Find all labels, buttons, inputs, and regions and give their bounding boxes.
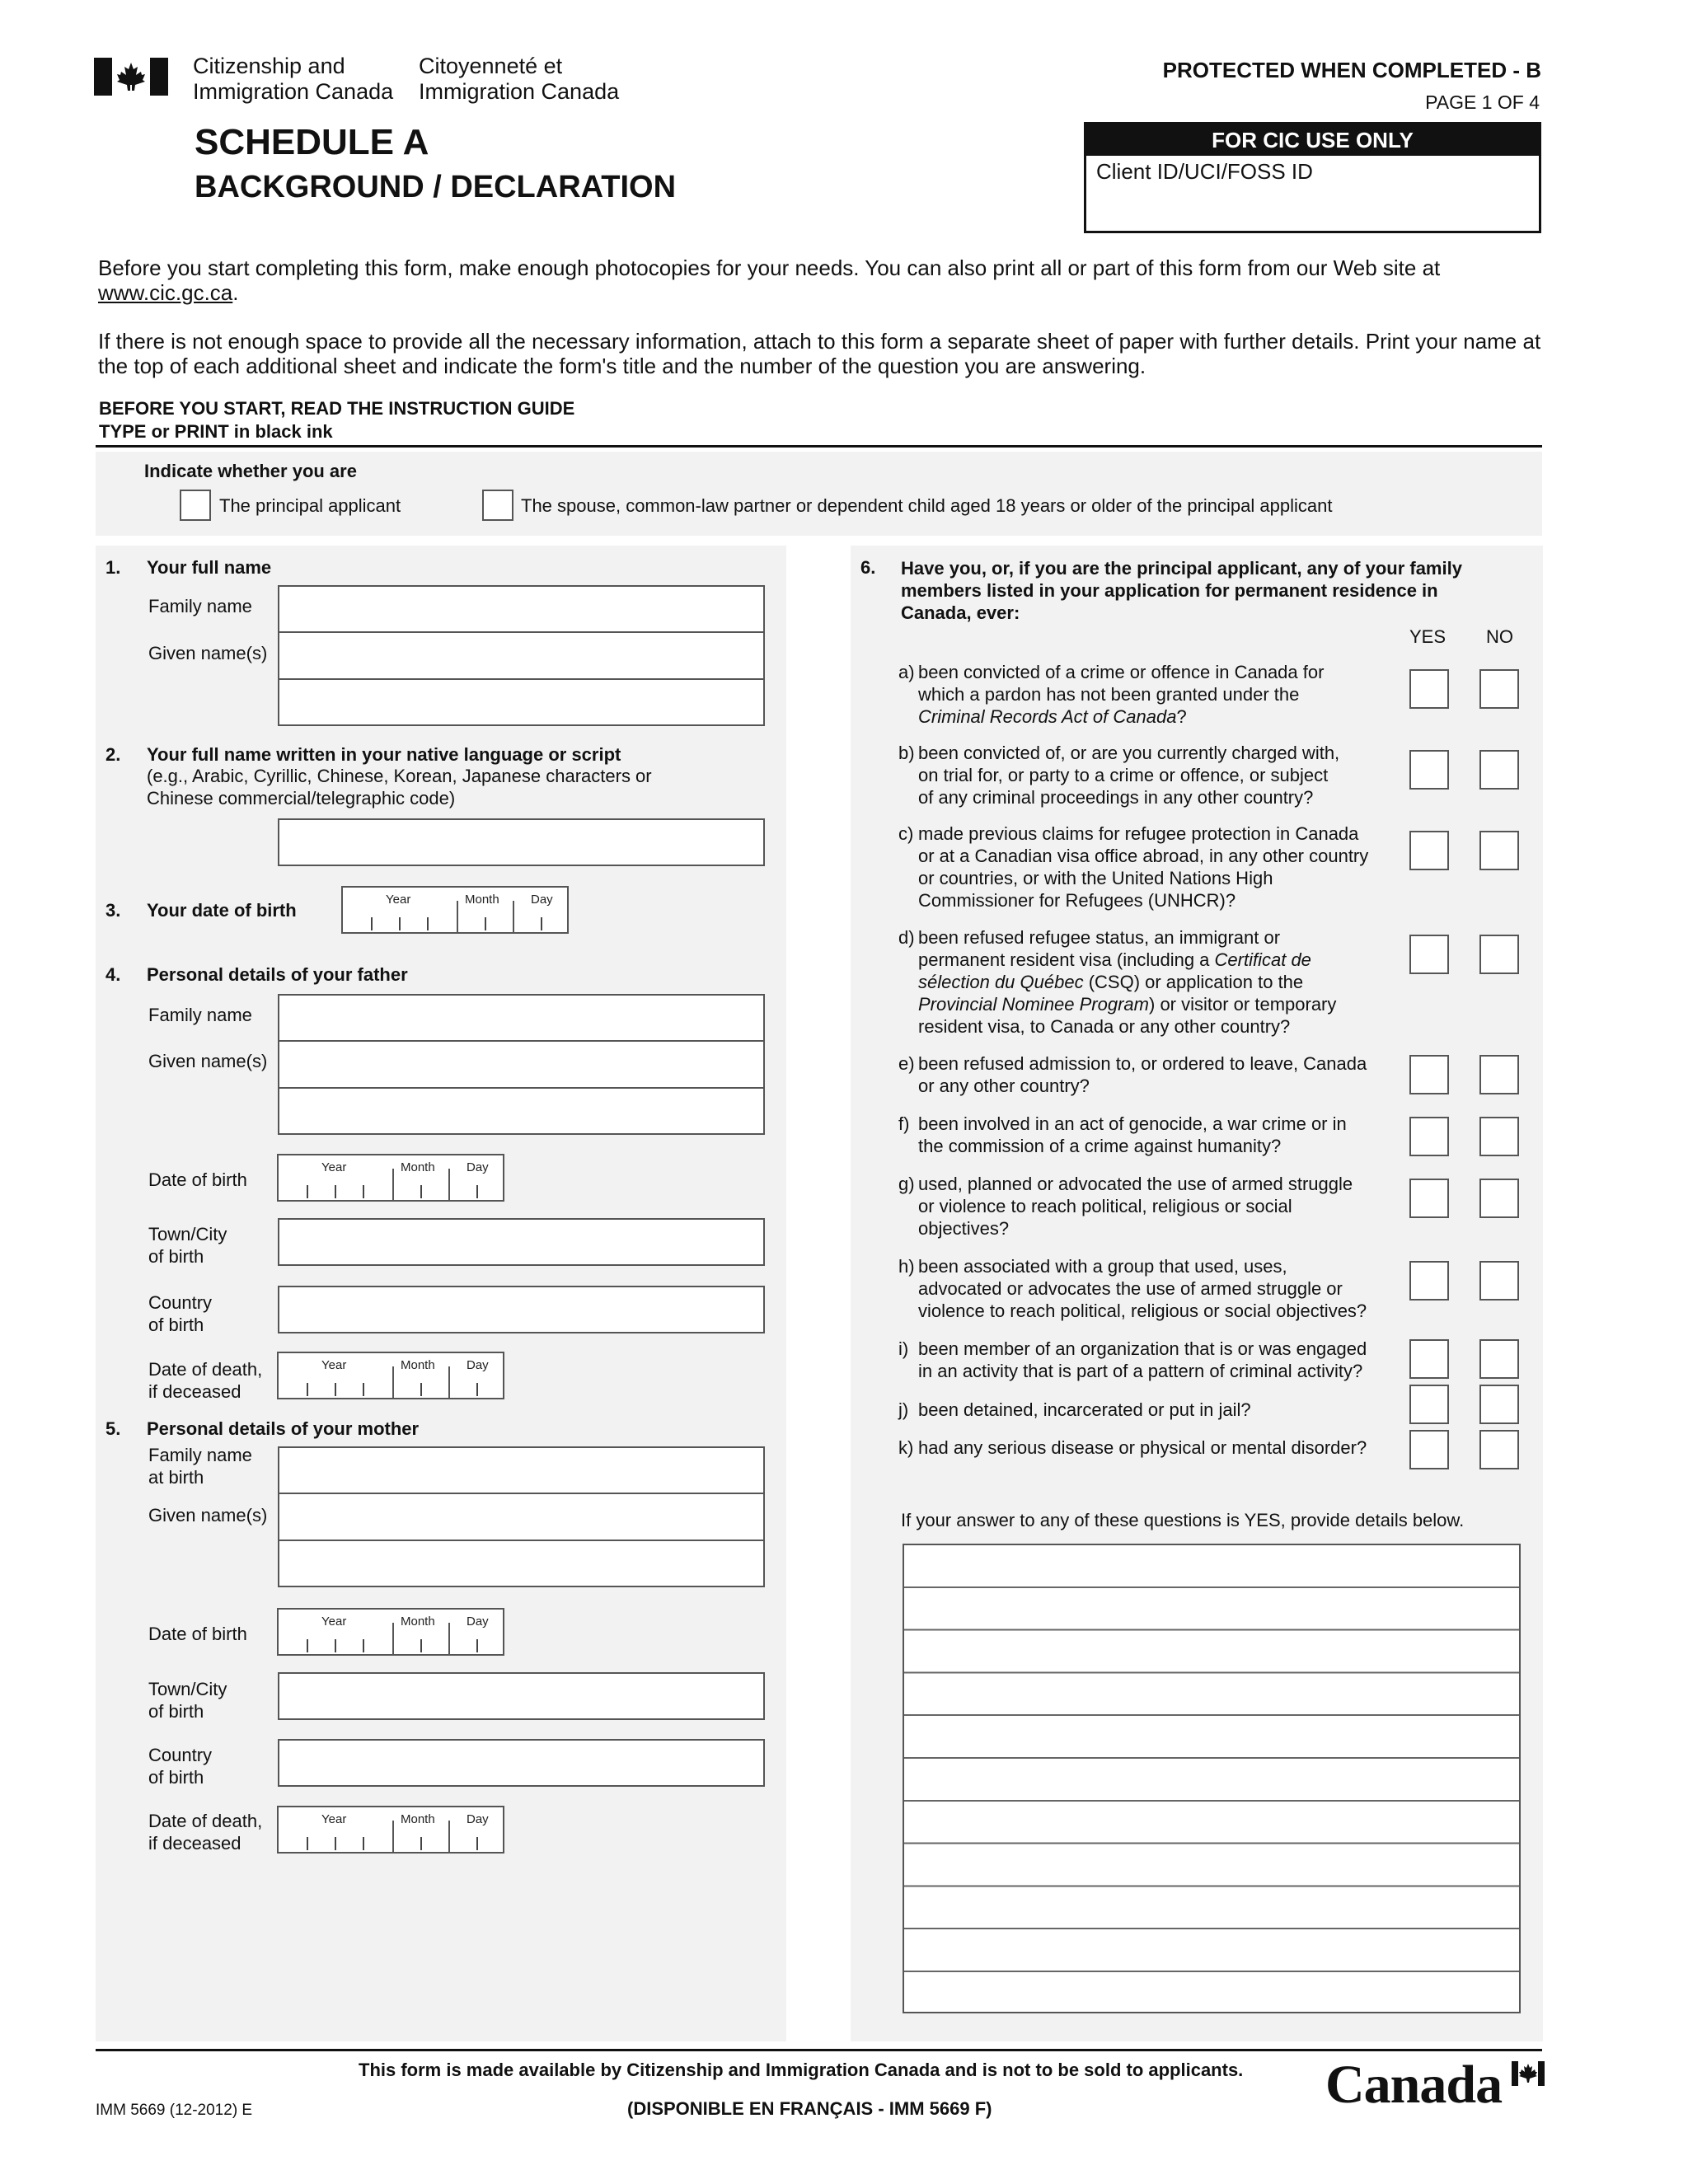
q6h-text [918, 1255, 1367, 1322]
q6h-letter: h) [898, 1256, 915, 1277]
q6e-letter: e) [898, 1053, 915, 1074]
q6f-no-checkbox[interactable] [1479, 1117, 1519, 1156]
spouse-dependent-label: The spouse, common-law partner or dependent child aged 18 years or older of the principal applicant [521, 495, 1333, 516]
q6g-no-checkbox[interactable] [1479, 1179, 1519, 1218]
year-label: Year [321, 1812, 347, 1826]
provincial-nominee-program: Provincial Nominee Program [918, 994, 1149, 1015]
q1-number: 1. [106, 557, 121, 578]
separator [448, 1623, 450, 1654]
q6b-line2: on trial for, or party to a crime or offence, or subject [918, 765, 1329, 785]
q3-number: 3. [106, 900, 121, 921]
separator [392, 1821, 394, 1852]
q6g-line2: or violence to reach political, religious or social [918, 1196, 1292, 1216]
q4-country-label [148, 1291, 212, 1336]
q1-family-name-label: Family name [148, 596, 252, 616]
canada-wordmark [1325, 2056, 1548, 2114]
q6c-yes-checkbox[interactable] [1409, 831, 1449, 870]
q6e-line1: been refused admission to, or ordered to leave, Canada [918, 1053, 1367, 1074]
tick [363, 1185, 364, 1198]
protected-label: PROTECTED WHEN COMPLETED - B [1162, 58, 1541, 82]
yes-column-header: YES [1409, 626, 1447, 647]
flag-icon [94, 58, 168, 96]
q5-dob-input[interactable] [277, 1608, 504, 1656]
q4-town-label-line2: of birth [148, 1246, 204, 1267]
principal-applicant-label: The principal applicant [219, 495, 401, 516]
q6i-yes-checkbox[interactable] [1409, 1339, 1449, 1379]
day-label: Day [467, 1160, 489, 1174]
q6c-text [918, 823, 1368, 912]
form-code: IMM 5669 (12-2012) E [96, 2102, 253, 2119]
q5-country-label [148, 1744, 212, 1788]
q6b-line1: been convicted of, or are you currently charged with, [918, 743, 1340, 763]
q4-number: 4. [106, 964, 121, 985]
year-label: Year [321, 1358, 347, 1372]
q6g-line1: used, planned or advocated the use of armed struggle [918, 1174, 1353, 1194]
q5-dob-label: Date of birth [148, 1624, 247, 1644]
q6g-letter: g) [898, 1174, 915, 1194]
q5-town-label [148, 1678, 227, 1722]
month-label: Month [401, 1358, 435, 1372]
no-column-header: NO [1486, 626, 1513, 647]
tick [335, 1639, 336, 1652]
cic-use-header: FOR CIC USE ONLY [1086, 124, 1539, 156]
separator [448, 1366, 450, 1398]
q2-number: 2. [106, 744, 121, 765]
intro-text: Before you start completing this form, make enough photocopies for your needs. You can also print all or part of this form from our Web site at [98, 255, 1441, 280]
tick [363, 1639, 364, 1652]
q6-title-line3: Canada, ever: [901, 602, 1020, 623]
q6h-yes-checkbox[interactable] [1409, 1261, 1449, 1301]
q6b-no-checkbox[interactable] [1479, 750, 1519, 790]
q6k-no-checkbox[interactable] [1479, 1430, 1519, 1469]
page-number: PAGE 1 OF 4 [1425, 91, 1540, 113]
q6a-yes-checkbox[interactable] [1409, 669, 1449, 709]
tick [335, 1185, 336, 1198]
tick [363, 1383, 364, 1396]
q5-town-label-line2: of birth [148, 1701, 204, 1722]
tick [420, 1383, 422, 1396]
spouse-dependent-checkbox[interactable] [482, 490, 513, 521]
q5-given-names-input-2[interactable] [278, 1540, 765, 1587]
dept-fr-line2: Immigration Canada [419, 79, 620, 104]
q6f-yes-checkbox[interactable] [1409, 1117, 1449, 1156]
q6c-letter: c) [898, 823, 914, 844]
q6j-letter: j) [898, 1399, 909, 1420]
tick [476, 1639, 478, 1652]
tick [420, 1639, 422, 1652]
q6g-text [918, 1173, 1353, 1240]
cic-website-link[interactable]: www.cic.gc.ca [98, 280, 233, 305]
intro-rule [96, 445, 1542, 448]
q6e-no-checkbox[interactable] [1479, 1055, 1519, 1094]
q6d-line4-text: ) or visitor or temporary [1149, 994, 1337, 1015]
q4-country-label-line2: of birth [148, 1315, 204, 1335]
q5-death-label-line1: Date of death, [148, 1811, 263, 1831]
dept-fr-line1: Citoyenneté et [419, 54, 563, 78]
q5-town-label-line1: Town/City [148, 1679, 227, 1699]
q6b-line3: of any criminal proceedings in any other country? [918, 787, 1314, 808]
q2-note-line2: Chinese commercial/telegraphic code) [147, 788, 456, 808]
q6f-letter: f) [898, 1113, 910, 1134]
q4-given-names-input-2[interactable] [278, 1087, 765, 1135]
q5-death-date-input[interactable] [277, 1806, 504, 1854]
q6b-yes-checkbox[interactable] [1409, 750, 1449, 790]
q6e-yes-checkbox[interactable] [1409, 1055, 1449, 1094]
q6d-no-checkbox[interactable] [1479, 935, 1519, 974]
q6a-text [918, 661, 1324, 728]
q4-family-name-label: Family name [148, 1005, 252, 1025]
certificat-de: Certificat de [1214, 949, 1311, 970]
tick [335, 1837, 336, 1850]
q6-title-line2: members listed in your application for permanent residence in [901, 580, 1438, 601]
tick [485, 917, 486, 930]
day-label: Day [467, 1812, 489, 1826]
tick [420, 1185, 422, 1198]
q6h-line2: advocated or advocates the use of armed struggle or [918, 1278, 1343, 1299]
tick [335, 1383, 336, 1396]
q4-dob-label: Date of birth [148, 1169, 247, 1190]
q6d-yes-checkbox[interactable] [1409, 935, 1449, 974]
canada-wordmark-text: Canada [1325, 2055, 1503, 2115]
q1-given-names-input[interactable] [278, 631, 765, 680]
q6h-no-checkbox[interactable] [1479, 1261, 1519, 1301]
q3-title: Your date of birth [147, 900, 297, 921]
form-subtitle: BACKGROUND / DECLARATION [195, 170, 677, 204]
tick [476, 1185, 478, 1198]
month-label: Month [401, 1160, 435, 1174]
tick [307, 1639, 308, 1652]
q6d-letter: d) [898, 927, 915, 948]
q6d-line2 [918, 949, 1336, 971]
separator [448, 1169, 450, 1200]
q4-town-input[interactable] [278, 1218, 765, 1266]
q6d-line5: resident visa, to Canada or any other country? [918, 1016, 1291, 1037]
tick [307, 1837, 308, 1850]
q6j-no-checkbox[interactable] [1479, 1385, 1519, 1424]
q6d-text [918, 926, 1336, 1038]
q6a-qmark: ? [1176, 706, 1187, 727]
department-name-en [193, 54, 393, 105]
q6f-text [918, 1113, 1347, 1157]
tick [427, 917, 429, 930]
q6d-line1: been refused refugee status, an immigrant or [918, 927, 1281, 948]
year-label: Year [321, 1160, 347, 1174]
q5-given-names-label: Given name(s) [148, 1505, 268, 1526]
q6i-text [918, 1338, 1367, 1382]
q6k-letter: k) [898, 1437, 914, 1458]
footer-availability: This form is made available by Citizenship and Immigration Canada and is not to be sold to applicants. [359, 2060, 1244, 2080]
year-label: Year [386, 893, 411, 907]
q4-given-names-input[interactable] [278, 1040, 765, 1089]
q1-title: Your full name [147, 557, 272, 578]
q5-country-label-line2: of birth [148, 1767, 204, 1788]
tick [399, 917, 401, 930]
q6-number: 6. [860, 557, 876, 578]
client-id-label: Client ID/UCI/FOSS ID [1096, 159, 1313, 184]
q6g-yes-checkbox[interactable] [1409, 1179, 1449, 1218]
q2-title: Your full name written in your native language or script [147, 744, 621, 765]
separator [448, 1821, 450, 1852]
q4-death-label [148, 1358, 262, 1403]
q6c-line4: Commissioner for Refugees (UNHCR)? [918, 890, 1236, 911]
q5-country-label-line1: Country [148, 1745, 213, 1765]
q6j-text: been detained, incarcerated or put in jail? [918, 1399, 1251, 1420]
intro-paragraph-1 [98, 255, 1549, 305]
q2-note-line1: (e.g., Arabic, Cyrillic, Chinese, Korean, Japanese characters or [147, 766, 652, 786]
q4-town-label-line1: Town/City [148, 1224, 227, 1244]
q6e-text [918, 1052, 1367, 1097]
q4-family-name-input[interactable] [278, 994, 765, 1042]
q5-death-label-line2: if deceased [148, 1833, 241, 1854]
selection-du-quebec: sélection du Québec [918, 972, 1084, 992]
q6f-line2: the commission of a crime against humanity? [918, 1136, 1282, 1156]
details-prompt: If your answer to any of these questions is YES, provide details below. [901, 1510, 1465, 1530]
month-label: Month [401, 1615, 435, 1629]
q6a-letter: a) [898, 662, 915, 682]
separator [392, 1366, 394, 1398]
q5-given-names-input[interactable] [278, 1493, 765, 1541]
q6j-yes-checkbox[interactable] [1409, 1385, 1449, 1424]
q6a-line1: been convicted of a crime or offence in Canada for [918, 662, 1325, 682]
principal-applicant-checkbox[interactable] [180, 490, 211, 521]
intro-period: . [232, 280, 239, 305]
tick [363, 1837, 364, 1850]
year-label: Year [321, 1615, 347, 1629]
q4-title: Personal details of your father [147, 964, 408, 985]
q6i-line1: been member of an organization that is or was engaged [918, 1338, 1367, 1359]
q5-family-name-input[interactable] [278, 1446, 765, 1494]
q6k-yes-checkbox[interactable] [1409, 1430, 1449, 1469]
q6k-text: had any serious disease or physical or mental disorder? [918, 1437, 1367, 1458]
schedule-title: SCHEDULE A [195, 122, 429, 162]
french-availability: (DISPONIBLE EN FRANÇAIS - IMM 5669 F) [627, 2098, 992, 2119]
q6a-no-checkbox[interactable] [1479, 669, 1519, 709]
tick [476, 1383, 478, 1396]
q6-title-line1: Have you, or, if you are the principal applicant, any of your family [901, 558, 1462, 579]
dept-en-line2: Immigration Canada [193, 79, 394, 104]
q6d-line2-text: permanent resident visa (including a [918, 949, 1215, 970]
q5-town-input[interactable] [278, 1672, 765, 1720]
type-print-note: TYPE or PRINT in black ink [99, 421, 333, 442]
q4-country-label-line1: Country [148, 1292, 213, 1313]
tick [307, 1185, 308, 1198]
q2-native-name-input[interactable] [278, 818, 765, 866]
month-label: Month [465, 893, 499, 907]
q1-family-name-input[interactable] [278, 585, 765, 633]
q5-family-label-line1: Family name [148, 1445, 252, 1465]
q5-family-name-label [148, 1444, 252, 1488]
q5-family-label-line2: at birth [148, 1467, 204, 1488]
q6f-line1: been involved in an act of genocide, a war crime or in [918, 1113, 1347, 1134]
day-label: Day [467, 1358, 489, 1372]
q5-country-input[interactable] [278, 1739, 765, 1787]
q6-title [901, 557, 1462, 624]
q6c-no-checkbox[interactable] [1479, 831, 1519, 870]
q6a-line2: which a pardon has not been granted under the [918, 684, 1300, 705]
separator [513, 901, 514, 932]
q6i-no-checkbox[interactable] [1479, 1339, 1519, 1379]
q5-number: 5. [106, 1418, 121, 1439]
q4-dob-input[interactable] [277, 1154, 504, 1202]
q6g-line3: objectives? [918, 1218, 1010, 1239]
q6h-line1: been associated with a group that used, uses, [918, 1256, 1287, 1277]
q1-given-names-label: Given name(s) [148, 643, 268, 663]
q6d-line3 [918, 971, 1336, 993]
criminal-records-act: Criminal Records Act of Canada [918, 706, 1177, 727]
tick [541, 917, 542, 930]
q6c-line3: or countries, or with the United Nations High [918, 868, 1273, 888]
q4-death-label-line2: if deceased [148, 1381, 241, 1402]
maple-leaf-icon [1512, 2061, 1545, 2086]
department-name-fr [419, 54, 619, 105]
tick [476, 1837, 478, 1850]
day-label: Day [531, 893, 553, 907]
q3-dob-input[interactable] [341, 886, 569, 934]
q6b-letter: b) [898, 743, 915, 763]
tick [420, 1837, 422, 1850]
separator [457, 901, 458, 932]
dept-en-line1: Citizenship and [193, 54, 345, 78]
separator [392, 1169, 394, 1200]
applicant-type-heading: Indicate whether you are [144, 461, 357, 481]
q5-death-label [148, 1810, 262, 1854]
q4-town-label [148, 1223, 227, 1268]
q4-death-date-input[interactable] [277, 1352, 504, 1399]
separator [392, 1623, 394, 1654]
q4-given-names-label: Given name(s) [148, 1051, 268, 1071]
q6i-letter: i) [898, 1338, 909, 1359]
q6h-line3: violence to reach political, religious or social objectives? [918, 1301, 1367, 1321]
intro-paragraph-2: If there is not enough space to provide all the necessary information, attach to this form a separate sheet of paper with further details. Print your name at the top of each additional sheet and indicate the form's title and the number of the question you are answering. [98, 329, 1541, 378]
footer-rule [96, 2049, 1542, 2051]
day-label: Day [467, 1615, 489, 1629]
read-guide-note: BEFORE YOU START, READ THE INSTRUCTION GUIDE [99, 398, 575, 419]
tick [371, 917, 373, 930]
cic-use-box [1084, 122, 1541, 233]
month-label: Month [401, 1812, 435, 1826]
q4-death-label-line1: Date of death, [148, 1359, 263, 1380]
q6e-line2: or any other country? [918, 1076, 1090, 1096]
q1-given-names-input-2[interactable] [278, 678, 765, 726]
details-textarea[interactable] [903, 1544, 1521, 2013]
q6c-line1: made previous claims for refugee protection in Canada [918, 823, 1359, 844]
q5-title: Personal details of your mother [147, 1418, 420, 1439]
q6b-text [918, 742, 1339, 808]
q6d-line4 [918, 993, 1336, 1015]
q6d-line3-text: (CSQ) or application to the [1083, 972, 1304, 992]
q6a-line3 [918, 705, 1324, 728]
tick [307, 1383, 308, 1396]
q6i-line2: in an activity that is part of a pattern of criminal activity? [918, 1361, 1363, 1381]
q6c-line2: or at a Canadian visa office abroad, in any other country [918, 846, 1369, 866]
q4-country-input[interactable] [278, 1286, 765, 1333]
